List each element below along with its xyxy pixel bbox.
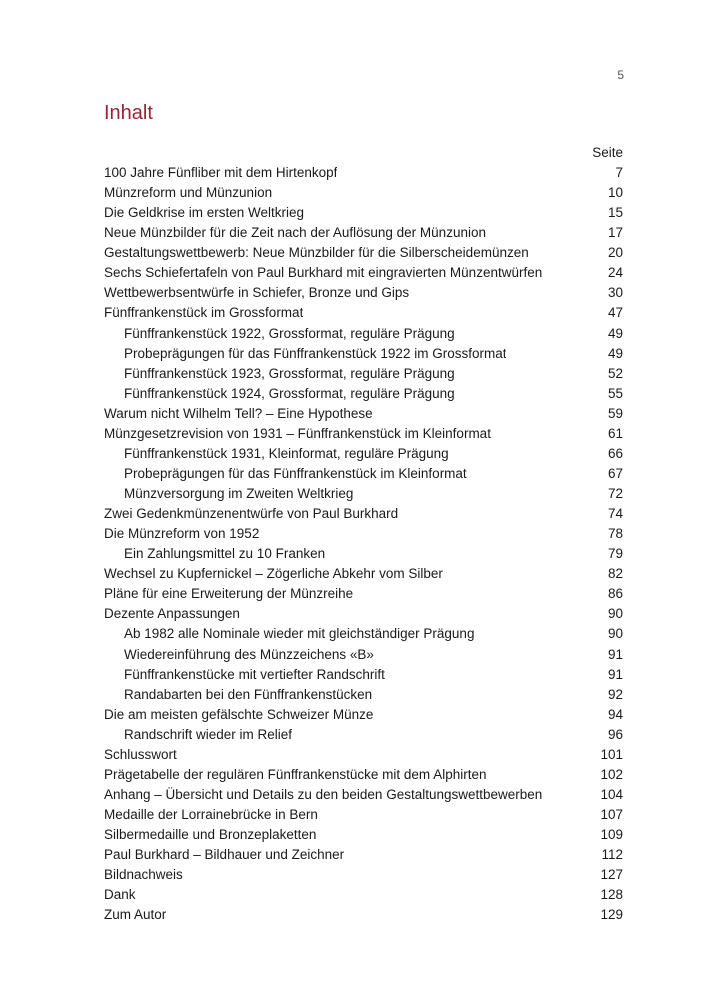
toc-entry-page: 49 bbox=[607, 325, 623, 341]
toc-entry-label: Zum Autor bbox=[104, 907, 167, 923]
toc-entry-page: 107 bbox=[600, 807, 623, 822]
toc-entry bbox=[104, 544, 623, 564]
toc-entry bbox=[104, 825, 623, 845]
toc-entry-page: 91 bbox=[607, 666, 623, 682]
toc-entry-page: 90 bbox=[607, 606, 623, 622]
toc-entry bbox=[104, 765, 623, 785]
toc-entry-page: 109 bbox=[600, 827, 623, 843]
toc-entry-label: Schlusswort bbox=[104, 746, 177, 762]
toc-entry-label: Gestaltungswettbewerb: Neue Münzbilder für die Silberscheidemünzen bbox=[104, 245, 529, 261]
toc-entry bbox=[104, 203, 623, 223]
toc-entry-label: Probeprägungen für das Fünffrankenstück 1922 im Grossformat bbox=[124, 345, 507, 361]
table-of-contents bbox=[104, 163, 623, 925]
toc-entry bbox=[104, 163, 623, 183]
toc-entry bbox=[104, 303, 623, 323]
toc-entry-page: 104 bbox=[600, 786, 623, 802]
toc-entry bbox=[104, 624, 623, 644]
toc-entry-page: 91 bbox=[607, 646, 623, 662]
toc-entry bbox=[104, 665, 623, 685]
toc-entry bbox=[104, 384, 623, 404]
toc-entry-label: Münzreform und Münzunion bbox=[104, 185, 273, 201]
toc-entry bbox=[104, 364, 623, 384]
toc-entry-page: 78 bbox=[607, 526, 623, 542]
toc-entry bbox=[104, 223, 623, 243]
toc-entry-label: Zwei Gedenkmünzenentwürfe von Paul Burkhard bbox=[104, 506, 399, 522]
toc-entry-page: 74 bbox=[607, 506, 623, 522]
toc-entry bbox=[104, 745, 623, 765]
toc-entry bbox=[104, 464, 623, 484]
toc-entry bbox=[104, 263, 623, 283]
toc-entry-page: 59 bbox=[607, 405, 623, 421]
toc-entry bbox=[104, 484, 623, 504]
toc-entry-label: 100 Jahre Fünfliber mit dem Hirtenkopf bbox=[104, 165, 338, 180]
toc-entry-page: 52 bbox=[607, 365, 623, 381]
toc-entry-label: Anhang – Übersicht und Details zu den beiden Gestaltungswettbewerben bbox=[104, 786, 543, 802]
toc-entry-label: Fünffrankenstück 1923, Grossformat, reguläre Prägung bbox=[124, 365, 455, 381]
toc-entry-label: Neue Münzbilder für die Zeit nach der Auflösung der Münzunion bbox=[104, 225, 486, 241]
toc-entry bbox=[104, 564, 623, 584]
page-title: Inhalt bbox=[104, 102, 153, 124]
toc-entry-page: 79 bbox=[607, 546, 623, 562]
toc-entry-label: Münzgesetzrevision von 1931 – Fünffrankenstück im Kleinformat bbox=[104, 425, 491, 441]
toc-entry bbox=[104, 865, 623, 885]
toc-entry-label: Silbermedaille und Bronzeplaketten bbox=[104, 827, 317, 843]
toc-entry-page: 102 bbox=[600, 766, 623, 782]
toc-entry-page: 94 bbox=[607, 706, 623, 722]
toc-entry-page: 66 bbox=[607, 445, 623, 461]
toc-entry-page: 49 bbox=[607, 345, 623, 361]
toc-entry-page: 61 bbox=[607, 425, 623, 441]
toc-entry-label: Wiedereinführung des Münzzeichens «B» bbox=[124, 646, 374, 662]
toc-entry-label: Münzversorgung im Zweiten Weltkrieg bbox=[124, 486, 354, 501]
toc-entry-page: 67 bbox=[607, 465, 623, 481]
toc-entry-label: Dank bbox=[104, 887, 136, 903]
toc-entry bbox=[104, 243, 623, 263]
toc-entry bbox=[104, 725, 623, 745]
page-column-header: Seite bbox=[592, 145, 623, 160]
toc-entry-label: Bildnachweis bbox=[104, 867, 183, 883]
toc-entry-label: Ab 1982 alle Nominale wieder mit gleichständiger Prägung bbox=[124, 626, 475, 642]
toc-entry-label: Fünffrankenstück im Grossformat bbox=[104, 305, 304, 321]
toc-entry-label: Pläne für eine Erweiterung der Münzreihe bbox=[104, 586, 354, 602]
toc-entry bbox=[104, 905, 623, 925]
toc-entry-page: 15 bbox=[607, 205, 623, 221]
toc-entry-page: 24 bbox=[607, 265, 623, 281]
toc-entry bbox=[104, 344, 623, 364]
toc-entry bbox=[104, 685, 623, 705]
toc-entry-page: 47 bbox=[607, 305, 623, 321]
toc-entry-page: 55 bbox=[607, 385, 623, 401]
toc-entry-label: Paul Burkhard – Bildhauer und Zeichner bbox=[104, 847, 345, 863]
toc-entry-label: Fünffrankenstück 1922, Grossformat, reguläre Prägung bbox=[124, 325, 455, 341]
toc-entry-label: Probeprägungen für das Fünffrankenstück im Kleinformat bbox=[124, 465, 467, 481]
toc-entry bbox=[104, 805, 623, 825]
toc-entry bbox=[104, 504, 623, 524]
page-number: 5 bbox=[617, 68, 624, 82]
toc-entry-label: Medaille der Lorrainebrücke in Bern bbox=[104, 807, 318, 822]
toc-entry-label: Randschrift wieder im Relief bbox=[124, 726, 293, 742]
toc-entry-page: 82 bbox=[607, 566, 623, 582]
toc-entry-page: 7 bbox=[615, 165, 623, 180]
toc-entry-page: 127 bbox=[600, 867, 623, 883]
toc-entry bbox=[104, 885, 623, 905]
toc-entry bbox=[104, 524, 623, 544]
toc-entry bbox=[104, 444, 623, 464]
toc-entry-page: 10 bbox=[607, 185, 623, 201]
toc-entry bbox=[104, 404, 623, 424]
toc-entry-page: 30 bbox=[607, 285, 623, 301]
toc-entry-label: Wechsel zu Kupfernickel – Zögerliche Abkehr vom Silber bbox=[104, 566, 443, 582]
toc-entry-page: 20 bbox=[607, 245, 623, 261]
toc-entry-label: Randabarten bei den Fünffrankenstücken bbox=[124, 686, 373, 702]
toc-entry bbox=[104, 645, 623, 665]
toc-entry-label: Ein Zahlungsmittel zu 10 Franken bbox=[124, 546, 326, 562]
toc-entry bbox=[104, 604, 623, 624]
toc-entry-label: Prägetabelle der regulären Fünffrankenstücke mit dem Alphirten bbox=[104, 766, 487, 782]
toc-entry-label: Die am meisten gefälschte Schweizer Münze bbox=[104, 706, 374, 722]
toc-entry-label: Sechs Schiefertafeln von Paul Burkhard mit eingravierten Münzentwürfen bbox=[104, 265, 543, 281]
toc-entry-label: Dezente Anpassungen bbox=[104, 606, 240, 622]
toc-entry-page: 101 bbox=[600, 746, 623, 762]
toc-entry-label: Fünffrankenstück 1931, Kleinformat, reguläre Prägung bbox=[124, 445, 449, 461]
toc-entry-label: Fünffrankenstücke mit vertiefter Randschrift bbox=[124, 666, 385, 682]
toc-entry-page: 92 bbox=[607, 686, 623, 702]
toc-entry bbox=[104, 845, 623, 865]
toc-entry-label: Warum nicht Wilhelm Tell? – Eine Hypothese bbox=[104, 405, 373, 421]
toc-entry-label: Die Geldkrise im ersten Weltkrieg bbox=[104, 205, 305, 221]
toc-entry bbox=[104, 283, 623, 303]
toc-entry bbox=[104, 705, 623, 725]
toc-entry-label: Wettbewerbsentwürfe in Schiefer, Bronze und Gips bbox=[104, 285, 410, 301]
toc-entry bbox=[104, 324, 623, 344]
toc-entry bbox=[104, 584, 623, 604]
toc-entry-page: 96 bbox=[607, 726, 623, 742]
toc-entry-page: 128 bbox=[600, 887, 623, 903]
toc-entry-label: Die Münzreform von 1952 bbox=[104, 526, 260, 542]
toc-entry-page: 86 bbox=[607, 586, 623, 602]
toc-entry-page: 112 bbox=[601, 847, 623, 863]
toc-entry-page: 129 bbox=[600, 907, 623, 923]
toc-entry bbox=[104, 183, 623, 203]
toc-entry-page: 72 bbox=[607, 486, 623, 501]
toc-entry bbox=[104, 785, 623, 805]
toc-entry bbox=[104, 424, 623, 444]
toc-entry-label: Fünffrankenstück 1924, Grossformat, reguläre Prägung bbox=[124, 385, 455, 401]
toc-entry-page: 17 bbox=[607, 225, 623, 241]
toc-entry-page: 90 bbox=[607, 626, 623, 642]
